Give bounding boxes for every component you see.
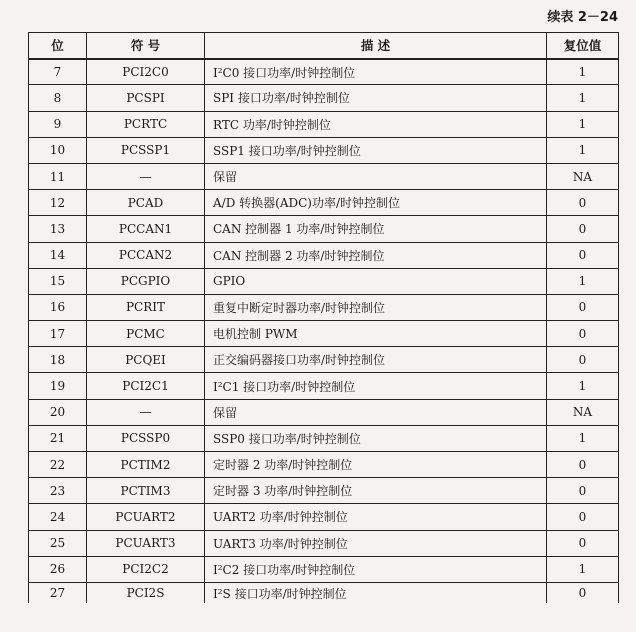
cell-bit: 27 <box>29 582 87 603</box>
cell-bit: 18 <box>29 347 87 373</box>
cell-description: A/D 转换器(ADC)功率/时钟控制位 <box>205 190 547 216</box>
register-bit-table <box>28 32 619 603</box>
cell-reset-value: 0 <box>547 347 619 373</box>
cell-reset-value: 1 <box>547 111 619 137</box>
cell-reset-value: 0 <box>547 530 619 556</box>
cell-reset-value: 0 <box>547 452 619 478</box>
cell-bit: 25 <box>29 530 87 556</box>
cell-bit: 22 <box>29 452 87 478</box>
header-symbol: 符 号 <box>87 33 205 59</box>
table-row <box>29 216 619 242</box>
cell-bit: 17 <box>29 321 87 347</box>
table-row <box>29 399 619 425</box>
table-row <box>29 504 619 530</box>
header-bit: 位 <box>29 33 87 59</box>
cell-description: SSP1 接口功率/时钟控制位 <box>205 137 547 163</box>
cell-reset-value: 0 <box>547 294 619 320</box>
cell-description: 重复中断定时器功率/时钟控制位 <box>205 294 547 320</box>
cell-bit: 12 <box>29 190 87 216</box>
cell-description: CAN 控制器 2 功率/时钟控制位 <box>205 242 547 268</box>
cell-symbol: PCGPIO <box>87 268 205 294</box>
table-row <box>29 268 619 294</box>
cell-description: 保留 <box>205 399 547 425</box>
table-row <box>29 163 619 189</box>
cell-symbol: PCI2C1 <box>87 373 205 399</box>
cell-description: SSP0 接口功率/时钟控制位 <box>205 425 547 451</box>
cell-reset-value: 0 <box>547 216 619 242</box>
cell-symbol: PCRTC <box>87 111 205 137</box>
table-caption: 续表 2－24 <box>547 10 618 25</box>
cell-reset-value: 1 <box>547 59 619 85</box>
cell-symbol: PCSSP1 <box>87 137 205 163</box>
cell-bit: 9 <box>29 111 87 137</box>
cell-description: 定时器 2 功率/时钟控制位 <box>205 452 547 478</box>
cell-bit: 26 <box>29 556 87 582</box>
cell-description: I²S 接口功率/时钟控制位 <box>205 582 547 603</box>
cell-reset-value: 1 <box>547 556 619 582</box>
table-row <box>29 111 619 137</box>
header-reset-value: 复位值 <box>547 33 619 59</box>
cell-reset-value: NA <box>547 163 619 189</box>
table-row <box>29 530 619 556</box>
cell-bit: 24 <box>29 504 87 530</box>
cell-bit: 19 <box>29 373 87 399</box>
cell-symbol: PCSSP0 <box>87 425 205 451</box>
cell-description: 正交编码器接口功率/时钟控制位 <box>205 347 547 373</box>
cell-description: 电机控制 PWM <box>205 321 547 347</box>
cell-symbol: PCCAN1 <box>87 216 205 242</box>
table-row <box>29 452 619 478</box>
cell-reset-value: 0 <box>547 582 619 603</box>
table-header-row <box>29 33 619 59</box>
cell-description: UART2 功率/时钟控制位 <box>205 504 547 530</box>
cell-bit: 21 <box>29 425 87 451</box>
cell-bit: 15 <box>29 268 87 294</box>
table-row <box>29 425 619 451</box>
cell-symbol: PCTIM3 <box>87 478 205 504</box>
cell-bit: 7 <box>29 59 87 85</box>
cell-bit: 13 <box>29 216 87 242</box>
cell-symbol: — <box>87 163 205 189</box>
table-row <box>29 582 619 603</box>
table-row <box>29 137 619 163</box>
table-row <box>29 190 619 216</box>
cell-description: RTC 功率/时钟控制位 <box>205 111 547 137</box>
cell-bit: 11 <box>29 163 87 189</box>
cell-symbol: — <box>87 399 205 425</box>
cell-bit: 20 <box>29 399 87 425</box>
table-row <box>29 373 619 399</box>
cell-reset-value: 0 <box>547 321 619 347</box>
table-row <box>29 556 619 582</box>
cell-symbol: PCTIM2 <box>87 452 205 478</box>
cell-description: I²C0 接口功率/时钟控制位 <box>205 59 547 85</box>
cell-description: UART3 功率/时钟控制位 <box>205 530 547 556</box>
cell-reset-value: 1 <box>547 85 619 111</box>
cell-symbol: PCAD <box>87 190 205 216</box>
cell-description: GPIO <box>205 268 547 294</box>
cell-description: 定时器 3 功率/时钟控制位 <box>205 478 547 504</box>
table-row <box>29 242 619 268</box>
cell-symbol: PCRIT <box>87 294 205 320</box>
table-row <box>29 321 619 347</box>
cell-reset-value: 0 <box>547 478 619 504</box>
cell-reset-value: 0 <box>547 190 619 216</box>
cell-bit: 10 <box>29 137 87 163</box>
cell-symbol: PCMC <box>87 321 205 347</box>
cell-description: SPI 接口功率/时钟控制位 <box>205 85 547 111</box>
cell-description: I²C1 接口功率/时钟控制位 <box>205 373 547 399</box>
header-description: 描 述 <box>205 33 547 59</box>
table-row <box>29 59 619 85</box>
cell-bit: 23 <box>29 478 87 504</box>
cell-description: I²C2 接口功率/时钟控制位 <box>205 556 547 582</box>
cell-reset-value: 1 <box>547 373 619 399</box>
table-row <box>29 478 619 504</box>
table-row <box>29 85 619 111</box>
cell-description: 保留 <box>205 163 547 189</box>
cell-reset-value: 1 <box>547 137 619 163</box>
cell-bit: 14 <box>29 242 87 268</box>
table-row <box>29 294 619 320</box>
cell-reset-value: 0 <box>547 242 619 268</box>
cell-symbol: PCI2C0 <box>87 59 205 85</box>
cell-reset-value: 0 <box>547 504 619 530</box>
cell-description: CAN 控制器 1 功率/时钟控制位 <box>205 216 547 242</box>
cell-reset-value: NA <box>547 399 619 425</box>
cell-reset-value: 1 <box>547 425 619 451</box>
table-row <box>29 347 619 373</box>
cell-reset-value: 1 <box>547 268 619 294</box>
cell-symbol: PCI2C2 <box>87 556 205 582</box>
cell-symbol: PCUART2 <box>87 504 205 530</box>
cell-symbol: PCUART3 <box>87 530 205 556</box>
cell-bit: 8 <box>29 85 87 111</box>
cell-bit: 16 <box>29 294 87 320</box>
cell-symbol: PCQEI <box>87 347 205 373</box>
cell-symbol: PCCAN2 <box>87 242 205 268</box>
cell-symbol: PCI2S <box>87 582 205 603</box>
cell-symbol: PCSPI <box>87 85 205 111</box>
